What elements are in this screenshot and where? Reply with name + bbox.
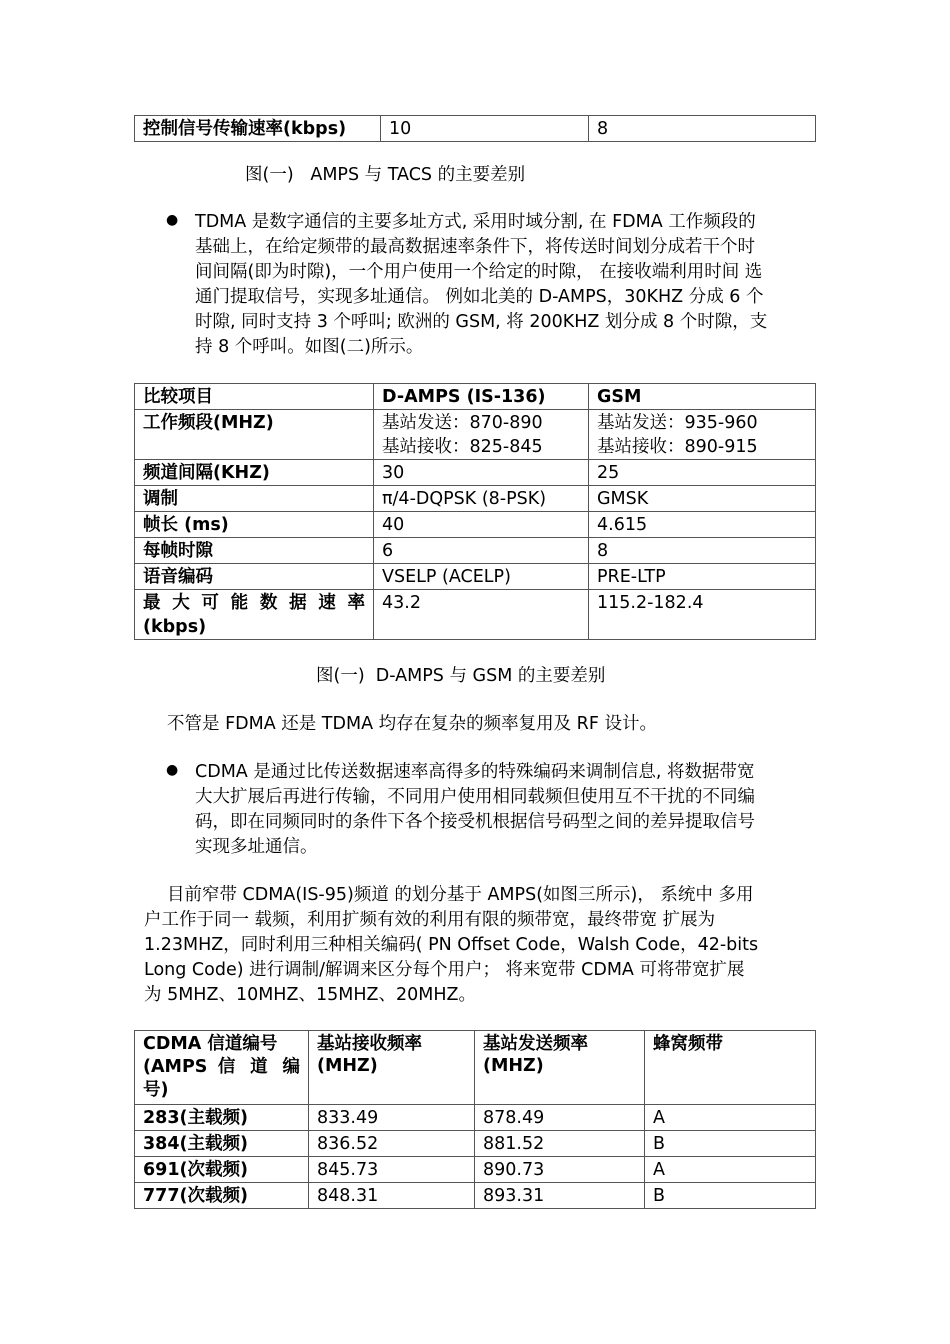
text-line: Long Code) 进行调制/解调来区分每个用户； 将来宽带 CDMA 可将带宽扩展 <box>144 960 745 980</box>
cell-text: (kbps) <box>143 617 207 637</box>
figure-caption-1: 图(一) AMPS 与 TACS 的主要差别 <box>245 165 526 185</box>
table-row <box>135 410 816 460</box>
table-cell: VSELP (ACELP) <box>374 564 589 590</box>
table-cell: 890.73 <box>475 1157 645 1183</box>
cell-text: 基站发送：935-960 <box>597 413 758 433</box>
text-line: 1.23MHZ，同时利用三种相关编码( PN Offset Code，Walsh Code，42-bits <box>144 935 759 955</box>
table-cell: 10 <box>381 116 589 142</box>
table-cell <box>135 410 374 460</box>
text-line: TDMA 是数字通信的主要多址方式, 采用时域分割, 在 FDMA 工作频段的 <box>195 212 756 232</box>
text-line: 码，即在同频同时的条件下各个接受机根据信号码型之间的差异提取信号 <box>195 812 755 832</box>
table-cell: 777(次载频) <box>135 1183 309 1209</box>
text-line: 大大扩展后再进行传输，不同用户使用相同载频但使用互不干扰的不同编 <box>195 787 755 807</box>
table-cell: 帧长 (ms) <box>135 512 374 538</box>
cell-text: 基站发送：870-890 <box>382 413 543 433</box>
bullet-dot: ● <box>166 212 179 228</box>
table-cell: 115.2-182.4 <box>589 590 816 640</box>
header-cell <box>135 1031 309 1105</box>
table-row <box>135 564 816 590</box>
cell-text: 基站接收：825-845 <box>382 437 543 457</box>
text-line: 实现多址通信。 <box>195 837 318 857</box>
table-cell: 30 <box>374 460 589 486</box>
header-cell: GSM <box>589 384 816 410</box>
text-line: 目前窄带 CDMA(IS-95)频道 的划分基于 AMPS(如图三所示)， 系统中 多用 <box>167 885 754 905</box>
table-cell: 691(次载频) <box>135 1157 309 1183</box>
table-cell: 语音编码 <box>135 564 374 590</box>
cell-text: 工作频段(MHZ) <box>143 413 274 433</box>
table-cell: 4.615 <box>589 512 816 538</box>
cell-text: 最 大 可 能 数 据 速 率 <box>143 593 365 613</box>
fdma-tdma-note: 不管是 FDMA 还是 TDMA 均存在复杂的频率复用及 RF 设计。 <box>167 714 657 734</box>
table-cell: 25 <box>589 460 816 486</box>
table-cell: 8 <box>589 116 816 142</box>
figure-caption-2: 图(一) D-AMPS 与 GSM 的主要差别 <box>316 666 606 686</box>
text-line: 户工作于同一 载频，利用扩频有效的利用有限的频带宽，最终带宽 扩展为 <box>144 910 716 930</box>
table-cell: 6 <box>374 538 589 564</box>
cdma-bullet-text <box>195 760 807 860</box>
header-cell: D-AMPS (IS-136) <box>374 384 589 410</box>
cell-text: CDMA 信道编号 <box>143 1034 278 1054</box>
amps-tacs-table-tail <box>134 115 816 142</box>
header-cell <box>645 1031 816 1105</box>
table-cell <box>374 410 589 460</box>
damps-gsm-table <box>134 383 816 640</box>
table-cell: 频道间隔(KHZ) <box>135 460 374 486</box>
table-cell: B <box>645 1183 816 1209</box>
table-cell: 8 <box>589 538 816 564</box>
table-cell: 878.49 <box>475 1105 645 1131</box>
table-row <box>135 486 816 512</box>
cell-text: (AMPS 信 道 编 <box>143 1057 300 1077</box>
table-cell: 40 <box>374 512 589 538</box>
table-cell: 43.2 <box>374 590 589 640</box>
table-cell: PRE-LTP <box>589 564 816 590</box>
table-row <box>135 1131 816 1157</box>
table-cell: 调制 <box>135 486 374 512</box>
table-row <box>135 512 816 538</box>
cell-text: (MHZ) <box>483 1056 544 1076</box>
cell-text: 基站接收：890-915 <box>597 437 758 457</box>
cell-text: 基站接收频率 <box>317 1034 422 1054</box>
table-row <box>135 538 816 564</box>
table-row <box>135 1183 816 1209</box>
header-cell <box>475 1031 645 1105</box>
table-cell: 每帧时隙 <box>135 538 374 564</box>
narrowband-cdma-paragraph <box>144 883 808 1008</box>
table-cell <box>589 410 816 460</box>
tdma-bullet-text <box>195 210 807 360</box>
table-row <box>135 590 816 640</box>
text-line: 为 5MHZ、10MHZ、15MHZ、20MHZ。 <box>144 985 476 1005</box>
table-cell: 836.52 <box>309 1131 475 1157</box>
table-row <box>135 1157 816 1183</box>
text-line: 间间隔(即为时隙)，一个用户使用一个给定的时隙， 在接收端利用时间 选 <box>195 262 763 282</box>
text-line: 时隙, 同时支持 3 个呼叫; 欧洲的 GSM, 将 200KHZ 划分成 8 个时隙，支 <box>195 312 768 332</box>
text-line: 持 8 个呼叫。如图(二)所示。 <box>195 337 424 357</box>
table-cell: 控制信号传输速率(kbps) <box>135 116 381 142</box>
table-cell: 384(主载频) <box>135 1131 309 1157</box>
table-cell: 893.31 <box>475 1183 645 1209</box>
cell-text: 号) <box>143 1080 169 1100</box>
table-cell: 833.49 <box>309 1105 475 1131</box>
header-cell <box>309 1031 475 1105</box>
table-cell: 881.52 <box>475 1131 645 1157</box>
table-cell: 848.31 <box>309 1183 475 1209</box>
table-cell: GMSK <box>589 486 816 512</box>
text-line: 通门提取信号，实现多址通信。 例如北美的 D-AMPS，30KHZ 分成 6 个 <box>195 287 764 307</box>
cell-text: 蜂窝频带 <box>653 1034 723 1054</box>
table-row <box>135 460 816 486</box>
table-header-row <box>135 384 816 410</box>
table-cell: π/4-DQPSK (8-PSK) <box>374 486 589 512</box>
table-cell: 283(主载频) <box>135 1105 309 1131</box>
cell-text: (MHZ) <box>317 1056 378 1076</box>
text-line: 基础上，在给定频带的最高数据速率条件下，将传送时间划分成若干个时 <box>195 237 755 257</box>
table-cell: A <box>645 1157 816 1183</box>
table-cell <box>135 590 374 640</box>
header-cell: 比较项目 <box>135 384 374 410</box>
bullet-dot: ● <box>166 762 179 778</box>
table-cell: A <box>645 1105 816 1131</box>
text-line: CDMA 是通过比传送数据速率高得多的特殊编码来调制信息, 将数据带宽 <box>195 762 755 782</box>
table-cell: B <box>645 1131 816 1157</box>
table-row <box>135 1105 816 1131</box>
cdma-channel-table <box>134 1030 816 1209</box>
table-cell: 845.73 <box>309 1157 475 1183</box>
table-row <box>135 116 816 142</box>
table-header-row <box>135 1031 816 1105</box>
cell-text: 基站发送频率 <box>483 1034 588 1054</box>
